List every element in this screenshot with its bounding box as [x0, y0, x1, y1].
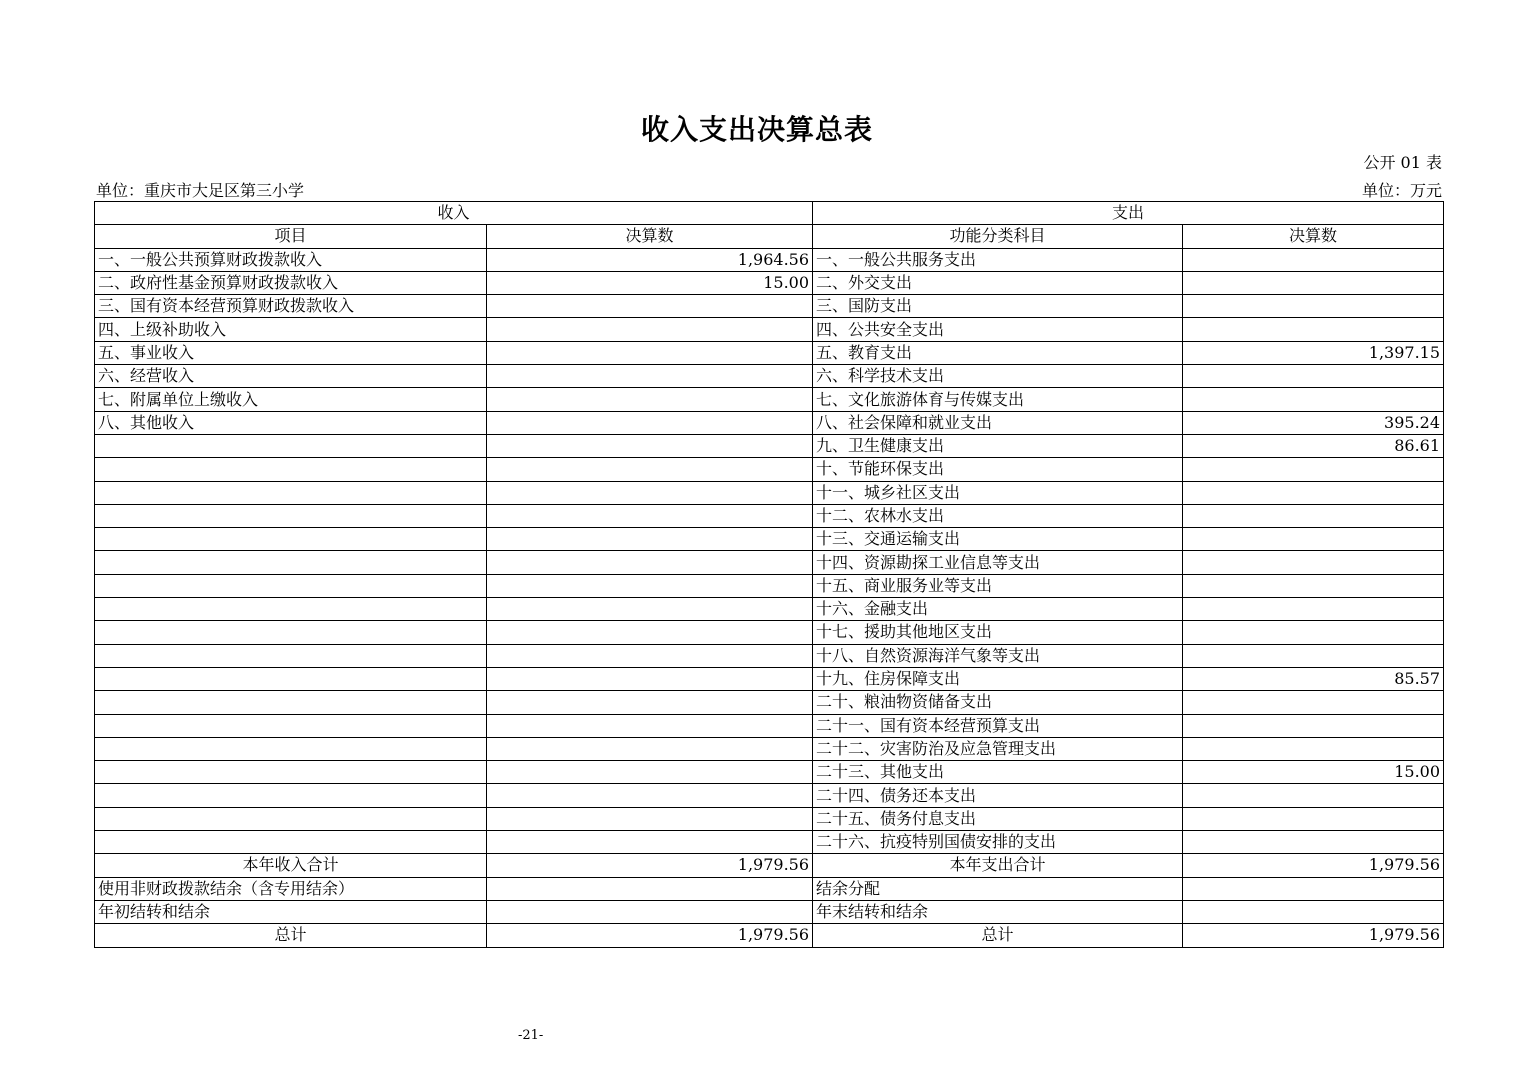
table-row: [95, 528, 1444, 551]
income-item-cell: [95, 737, 487, 760]
income-amount-cell: [487, 318, 813, 341]
table-row: [95, 504, 1444, 527]
expense-amount-cell: [1183, 365, 1444, 388]
expense-item-cell: 二十、粮油物资储备支出: [813, 691, 1183, 714]
summary-income-label: 本年收入合计: [95, 854, 487, 877]
table-row: [95, 551, 1444, 574]
table-row: [95, 318, 1444, 341]
summary-income-label: 使用非财政拨款结余（含专用结余）: [95, 877, 487, 900]
table-row: [95, 784, 1444, 807]
income-amount-cell: [487, 807, 813, 830]
summary-expense-amount: 1,979.56: [1183, 924, 1444, 947]
income-item-cell: [95, 504, 487, 527]
table-row: [95, 831, 1444, 854]
income-item-cell: [95, 598, 487, 621]
table-row: [95, 388, 1444, 411]
expense-item-cell: 二十二、灾害防治及应急管理支出: [813, 737, 1183, 760]
expense-item-cell: 二十一、国有资本经营预算支出: [813, 714, 1183, 737]
amount-header-left: 决算数: [487, 225, 813, 248]
summary-expense-amount: [1183, 877, 1444, 900]
expense-amount-cell: [1183, 574, 1444, 597]
expense-amount-cell: [1183, 784, 1444, 807]
expense-item-cell: 二十四、债务还本支出: [813, 784, 1183, 807]
table-row: [95, 598, 1444, 621]
expense-item-cell: 十六、金融支出: [813, 598, 1183, 621]
expense-amount-cell: [1183, 598, 1444, 621]
income-amount-cell: [487, 714, 813, 737]
page-number: -21-: [518, 1028, 544, 1043]
expense-item-cell: 二、外交支出: [813, 271, 1183, 294]
expense-item-cell: 十、节能环保支出: [813, 458, 1183, 481]
income-amount-cell: [487, 341, 813, 364]
category-header: 功能分类科目: [813, 225, 1183, 248]
expense-amount-cell: [1183, 458, 1444, 481]
expense-amount-cell: [1183, 248, 1444, 271]
table-row: [95, 458, 1444, 481]
income-amount-cell: [487, 458, 813, 481]
income-item-cell: [95, 807, 487, 830]
table-code: 公开 01 表: [1363, 153, 1442, 172]
table-row: [95, 295, 1444, 318]
expense-amount-cell: [1183, 504, 1444, 527]
expense-amount-cell: [1183, 807, 1444, 830]
table-row: [95, 644, 1444, 667]
expense-item-cell: 四、公共安全支出: [813, 318, 1183, 341]
unit-currency: 单位：万元: [1361, 181, 1442, 200]
income-amount-cell: 1,964.56: [487, 248, 813, 271]
income-amount-cell: [487, 644, 813, 667]
income-item-cell: 六、经营收入: [95, 365, 487, 388]
income-item-cell: [95, 691, 487, 714]
expense-amount-cell: [1183, 737, 1444, 760]
table-row: [95, 411, 1444, 434]
table-row: [95, 807, 1444, 830]
summary-income-amount: [487, 900, 813, 923]
summary-income-amount: [487, 877, 813, 900]
income-amount-cell: [487, 504, 813, 527]
expense-item-cell: 一、一般公共服务支出: [813, 248, 1183, 271]
income-item-cell: [95, 574, 487, 597]
income-item-cell: 七、附属单位上缴收入: [95, 388, 487, 411]
header-row-group: [95, 202, 1444, 225]
expense-item-cell: 十一、城乡社区支出: [813, 481, 1183, 504]
income-amount-cell: [487, 365, 813, 388]
expense-item-cell: 二十五、债务付息支出: [813, 807, 1183, 830]
expense-amount-cell: [1183, 551, 1444, 574]
summary-expense-label: 结余分配: [813, 877, 1183, 900]
summary-income-label: 总计: [95, 924, 487, 947]
table-row: [95, 341, 1444, 364]
expense-amount-cell: [1183, 831, 1444, 854]
table-row: [95, 271, 1444, 294]
summary-income-amount: 1,979.56: [487, 854, 813, 877]
summary-expense-amount: 1,979.56: [1183, 854, 1444, 877]
income-item-cell: 八、其他收入: [95, 411, 487, 434]
amount-header-right: 决算数: [1183, 225, 1444, 248]
income-item-cell: [95, 458, 487, 481]
income-amount-cell: 15.00: [487, 271, 813, 294]
income-item-cell: [95, 621, 487, 644]
expense-amount-cell: 1,397.15: [1183, 341, 1444, 364]
table-row: [95, 761, 1444, 784]
income-item-cell: [95, 551, 487, 574]
table-row: [95, 621, 1444, 644]
income-item-cell: [95, 667, 487, 690]
income-item-cell: 五、事业收入: [95, 341, 487, 364]
expense-item-cell: 十五、商业服务业等支出: [813, 574, 1183, 597]
income-header: 收入: [95, 202, 813, 225]
expense-item-cell: 十二、农林水支出: [813, 504, 1183, 527]
income-amount-cell: [487, 598, 813, 621]
income-item-cell: 一、一般公共预算财政拨款收入: [95, 248, 487, 271]
income-item-cell: [95, 644, 487, 667]
expense-amount-cell: [1183, 714, 1444, 737]
income-amount-cell: [487, 528, 813, 551]
page-title: 收入支出决算总表: [640, 113, 873, 146]
expense-amount-cell: 86.61: [1183, 434, 1444, 457]
income-amount-cell: [487, 411, 813, 434]
table-row: [95, 574, 1444, 597]
expense-amount-cell: 15.00: [1183, 761, 1444, 784]
expense-amount-cell: [1183, 388, 1444, 411]
expense-amount-cell: [1183, 644, 1444, 667]
item-header: 项目: [95, 225, 487, 248]
expense-item-cell: 五、教育支出: [813, 341, 1183, 364]
table-row: [95, 737, 1444, 760]
income-item-cell: [95, 481, 487, 504]
expense-item-cell: 二十三、其他支出: [813, 761, 1183, 784]
income-amount-cell: [487, 481, 813, 504]
income-item-cell: [95, 528, 487, 551]
income-amount-cell: [487, 737, 813, 760]
income-amount-cell: [487, 621, 813, 644]
expense-item-cell: 九、卫生健康支出: [813, 434, 1183, 457]
summary-income-label: 年初结转和结余: [95, 900, 487, 923]
budget-table: [94, 201, 1444, 948]
expense-item-cell: 十九、住房保障支出: [813, 667, 1183, 690]
table-row: [95, 434, 1444, 457]
table-row: [95, 691, 1444, 714]
income-amount-cell: [487, 691, 813, 714]
income-item-cell: [95, 831, 487, 854]
income-amount-cell: [487, 831, 813, 854]
expense-item-cell: 十三、交通运输支出: [813, 528, 1183, 551]
income-item-cell: 三、国有资本经营预算财政拨款收入: [95, 295, 487, 318]
summary-expense-label: 总计: [813, 924, 1183, 947]
expense-header: 支出: [813, 202, 1444, 225]
summary-row: [95, 877, 1444, 900]
table-row: [95, 667, 1444, 690]
income-amount-cell: [487, 784, 813, 807]
expense-item-cell: 八、社会保障和就业支出: [813, 411, 1183, 434]
summary-row: [95, 924, 1444, 947]
expense-item-cell: 二十六、抗疫特别国债安排的支出: [813, 831, 1183, 854]
unit-organization: 单位：重庆市大足区第三小学: [96, 181, 305, 200]
expense-item-cell: 十七、援助其他地区支出: [813, 621, 1183, 644]
table-row: [95, 248, 1444, 271]
income-item-cell: [95, 434, 487, 457]
table-row: [95, 714, 1444, 737]
summary-expense-amount: [1183, 900, 1444, 923]
summary-row: [95, 900, 1444, 923]
expense-amount-cell: 395.24: [1183, 411, 1444, 434]
summary-expense-label: 年末结转和结余: [813, 900, 1183, 923]
expense-amount-cell: [1183, 295, 1444, 318]
expense-item-cell: 十八、自然资源海洋气象等支出: [813, 644, 1183, 667]
summary-income-amount: 1,979.56: [487, 924, 813, 947]
summary-row: [95, 854, 1444, 877]
expense-item-cell: 六、科学技术支出: [813, 365, 1183, 388]
income-amount-cell: [487, 295, 813, 318]
income-amount-cell: [487, 667, 813, 690]
income-item-cell: 四、上级补助收入: [95, 318, 487, 341]
income-amount-cell: [487, 551, 813, 574]
income-amount-cell: [487, 761, 813, 784]
income-item-cell: [95, 784, 487, 807]
table-row: [95, 365, 1444, 388]
income-amount-cell: [487, 574, 813, 597]
expense-amount-cell: 85.57: [1183, 667, 1444, 690]
income-item-cell: 二、政府性基金预算财政拨款收入: [95, 271, 487, 294]
expense-amount-cell: [1183, 271, 1444, 294]
income-amount-cell: [487, 388, 813, 411]
income-amount-cell: [487, 434, 813, 457]
table-row: [95, 481, 1444, 504]
income-item-cell: [95, 761, 487, 784]
expense-amount-cell: [1183, 621, 1444, 644]
income-item-cell: [95, 714, 487, 737]
expense-item-cell: 十四、资源勘探工业信息等支出: [813, 551, 1183, 574]
expense-amount-cell: [1183, 481, 1444, 504]
summary-expense-label: 本年支出合计: [813, 854, 1183, 877]
expense-amount-cell: [1183, 528, 1444, 551]
expense-item-cell: 三、国防支出: [813, 295, 1183, 318]
expense-amount-cell: [1183, 691, 1444, 714]
expense-item-cell: 七、文化旅游体育与传媒支出: [813, 388, 1183, 411]
expense-amount-cell: [1183, 318, 1444, 341]
header-row-columns: [95, 225, 1444, 248]
